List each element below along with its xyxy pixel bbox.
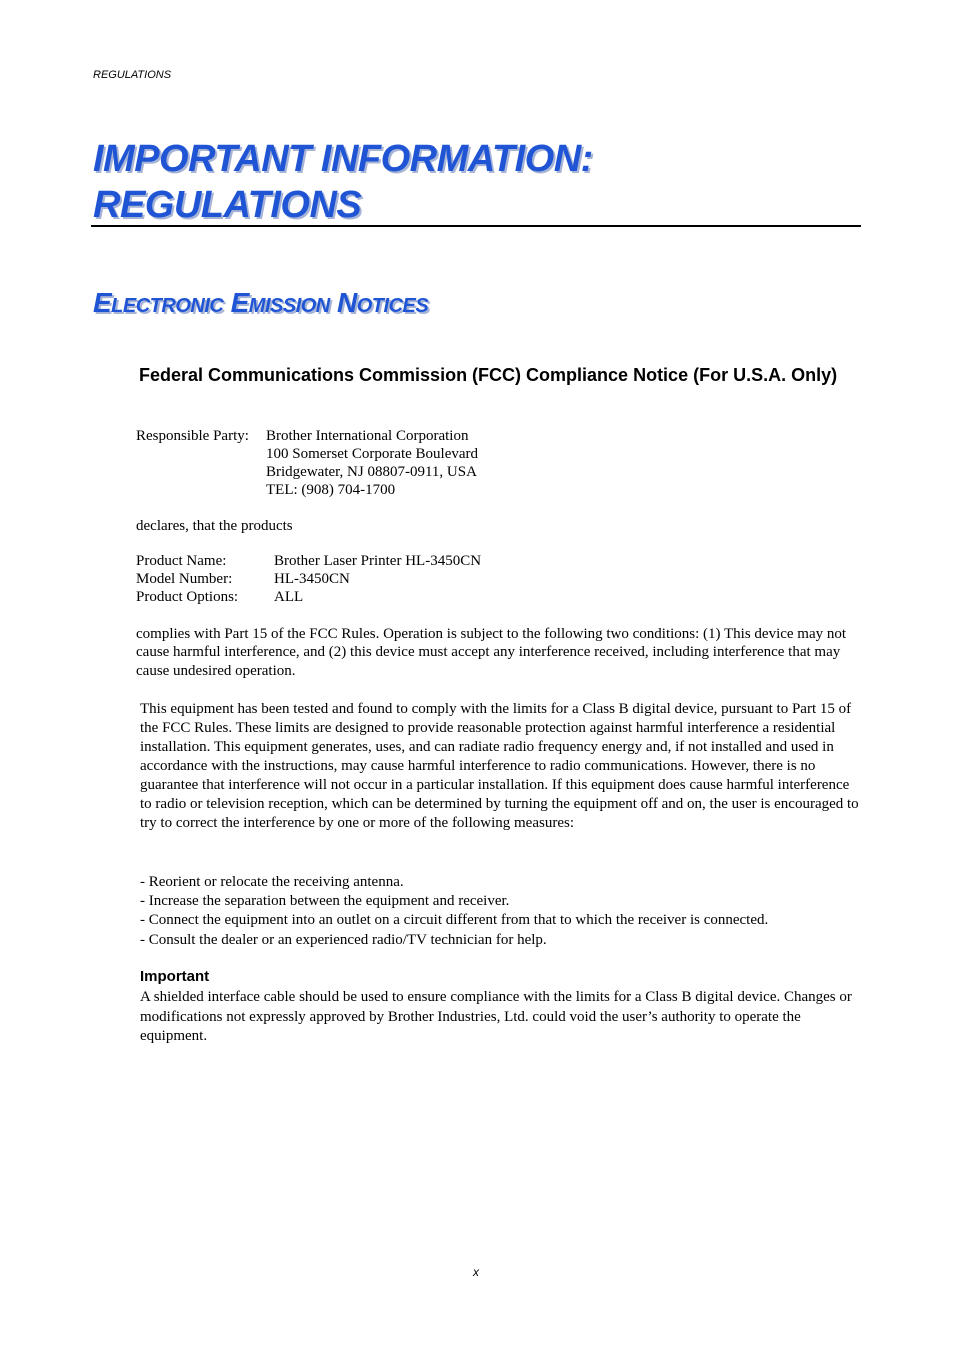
field-value: HL-3450CN [274,571,350,587]
measures-list [140,873,860,950]
list-item: - Increase the separation between the equipment and receiver. [140,893,510,910]
title-divider [91,225,861,227]
field-label: Model Number: [136,571,233,587]
chapter-title-line-1: IMPORTANT INFORMATION: [93,138,593,180]
tested-paragraph: This equipment has been tested and found to comply with the limits for a Class B digital device, pursuant to Part 15 of the FCC Rules. These limits are designed to provide reasonable protection against harmful interference a residential installation. This equipment generates, uses, and can radiate radio frequency energy and, if not installed and used in accordance with the instructions, may cause harmful interference to radio communications. However, there is no guarantee that interference will not occur in a particular installation. If this equipment does cause harmful interference to radio or television reception, which can be determined by turning the equipment off and on, the user is encouraged to try to correct the interference by one or more of the following measures: [140,701,859,831]
party-line: Bridgewater, NJ 08807-0911, USA [266,464,477,480]
declares-text: declares, that the products [136,518,293,534]
chapter-title [93,136,863,228]
list-item: - Reorient or relocate the receiving antenna. [140,874,404,890]
important-paragraph: A shielded interface cable should be used to ensure compliance with the limits for a Class B digital device. Changes or modifications not expressly approved by Brother Industries, Ltd. could void the user’s authority to operate the equipment. [140,989,852,1044]
party-line: TEL: (908) 704-1700 [266,482,396,498]
important-label: Important [140,968,210,985]
fcc-heading: Federal Communications Commission (FCC) Compliance Notice (For U.S.A. Only) [139,365,838,385]
field-label: Product Options: [136,589,239,605]
chapter-title-line-2: REGULATIONS [93,184,362,226]
compliance-paragraph: complies with Part 15 of the FCC Rules. Operation is subject to the following two conditions: (1) This device may not cause harmful interference, and (2) this device must accept any interference received, including interference that may cause undesired operation. [136,626,847,679]
field-value: Brother Laser Printer HL-3450CN [274,553,482,569]
list-item: - Connect the equipment into an outlet on a circuit different from that to which the receiver is connected. [140,912,769,929]
responsible-party-label: Responsible Party: [136,428,249,444]
running-header: REGULATIONS [93,69,172,81]
list-item: - Consult the dealer or an experienced radio/TV technician for help. [140,931,547,948]
party-line: 100 Somerset Corporate Boulevard [266,446,479,462]
party-line: Brother International Corporation [266,428,469,444]
field-value: ALL [274,589,304,605]
page-number: x [473,1265,479,1279]
section-title: Electronic Emission Notices [93,287,429,318]
field-label: Product Name: [136,553,227,569]
